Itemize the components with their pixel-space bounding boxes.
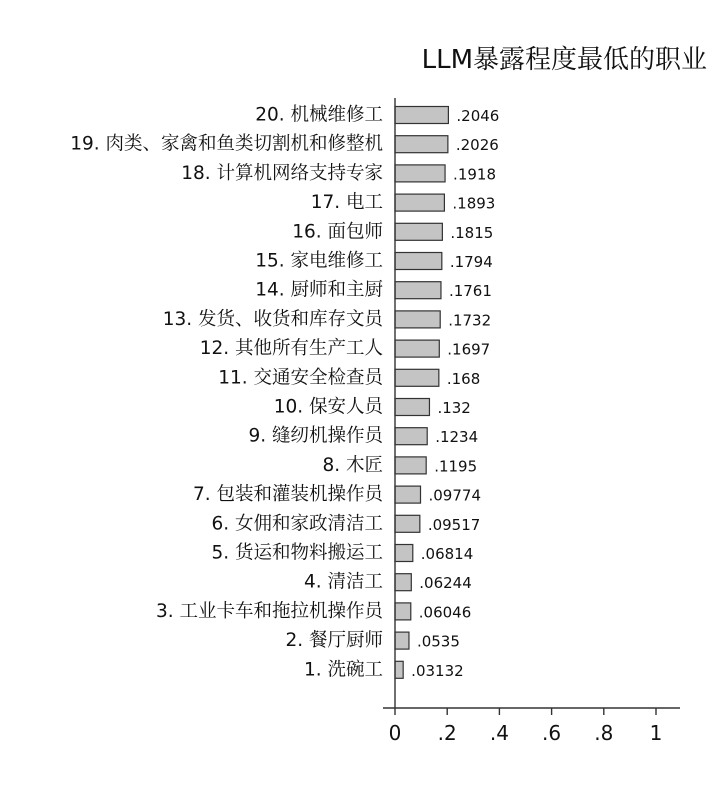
value-label: .06814 <box>420 545 474 563</box>
value-label: .06244 <box>419 574 472 593</box>
category-label: 20. 机械维修工 <box>255 104 383 126</box>
bar-6 <box>395 515 420 532</box>
x-tick-label: .8 <box>594 721 614 745</box>
category-label: 13. 发货、收货和库存文员 <box>162 308 383 330</box>
bar-4 <box>395 574 411 591</box>
bar-13 <box>395 311 440 328</box>
value-label: .09774 <box>428 486 482 505</box>
value-label: .1234 <box>435 428 479 447</box>
bars-group <box>395 107 448 679</box>
category-label: 18. 计算机网络支持专家 <box>181 162 383 184</box>
bar-12 <box>395 340 439 357</box>
category-label: 9. 缝纫机操作员 <box>248 425 383 447</box>
value-label: .0535 <box>416 632 460 651</box>
bar-3 <box>395 603 411 620</box>
bar-2 <box>395 632 409 649</box>
category-label: 8. 木匠 <box>322 454 383 476</box>
value-label: .1794 <box>449 253 493 271</box>
bar-11 <box>395 369 439 386</box>
category-label: 7. 包装和灌装机操作员 <box>192 484 383 506</box>
category-label: 4. 清洁工 <box>303 571 383 593</box>
value-label: .1697 <box>447 340 491 359</box>
category-label: 16. 面包师 <box>292 221 383 243</box>
value-label: .09517 <box>427 515 481 534</box>
value-label: .2046 <box>456 107 500 125</box>
bar-10 <box>395 399 429 416</box>
value-labels <box>411 107 499 680</box>
bar-16 <box>395 223 442 240</box>
category-label: 6. 女佣和家政清洁工 <box>211 513 383 535</box>
x-tick-label: 0 <box>388 721 402 745</box>
value-label: .1815 <box>450 223 494 242</box>
value-label: .1918 <box>453 165 497 184</box>
x-axis <box>383 708 680 745</box>
value-label: .1893 <box>452 194 496 213</box>
x-tick-label: .2 <box>437 721 457 745</box>
category-label: 14. 厨师和主厨 <box>255 279 383 301</box>
bar-19 <box>395 136 448 153</box>
category-label: 5. 货运和物料搬运工 <box>211 542 383 564</box>
bar-20 <box>395 107 448 124</box>
category-label: 2. 餐厅厨师 <box>285 630 383 652</box>
category-label: 11. 交通安全检查员 <box>218 367 383 389</box>
bar-5 <box>395 545 413 562</box>
x-tick-label: 1 <box>649 721 663 745</box>
value-label: .1761 <box>448 282 492 301</box>
value-label: .1732 <box>448 311 492 330</box>
value-label: .03132 <box>411 661 464 680</box>
value-label: .2026 <box>455 136 499 155</box>
category-label: 1. 洗碗工 <box>303 659 383 681</box>
bar-15 <box>395 253 442 270</box>
bar-1 <box>395 661 403 678</box>
category-label: 3. 工业卡车和拖拉机操作员 <box>155 600 383 622</box>
category-label: 19. 肉类、家禽和鱼类切割机和修整机 <box>70 133 383 155</box>
bar-7 <box>395 486 421 503</box>
x-tick-label: .4 <box>489 721 509 745</box>
category-label: 12. 其他所有生产工人 <box>199 338 383 360</box>
value-label: .1195 <box>434 457 478 476</box>
x-tick-label: .6 <box>542 721 562 745</box>
value-label: .06046 <box>418 603 472 622</box>
category-label: 10. 保安人员 <box>273 396 383 418</box>
value-label: .132 <box>437 399 471 417</box>
bar-17 <box>395 194 444 211</box>
category-label: 15. 家电维修工 <box>255 250 383 272</box>
category-label: 17. 电工 <box>310 192 383 214</box>
bar-14 <box>395 282 441 299</box>
value-label: .168 <box>446 369 481 388</box>
bar-18 <box>395 165 445 182</box>
bar-8 <box>395 457 426 474</box>
chart-title: LLM暴露程度最低的职业 <box>421 45 707 75</box>
category-labels <box>70 105 384 681</box>
bar-9 <box>395 428 427 445</box>
